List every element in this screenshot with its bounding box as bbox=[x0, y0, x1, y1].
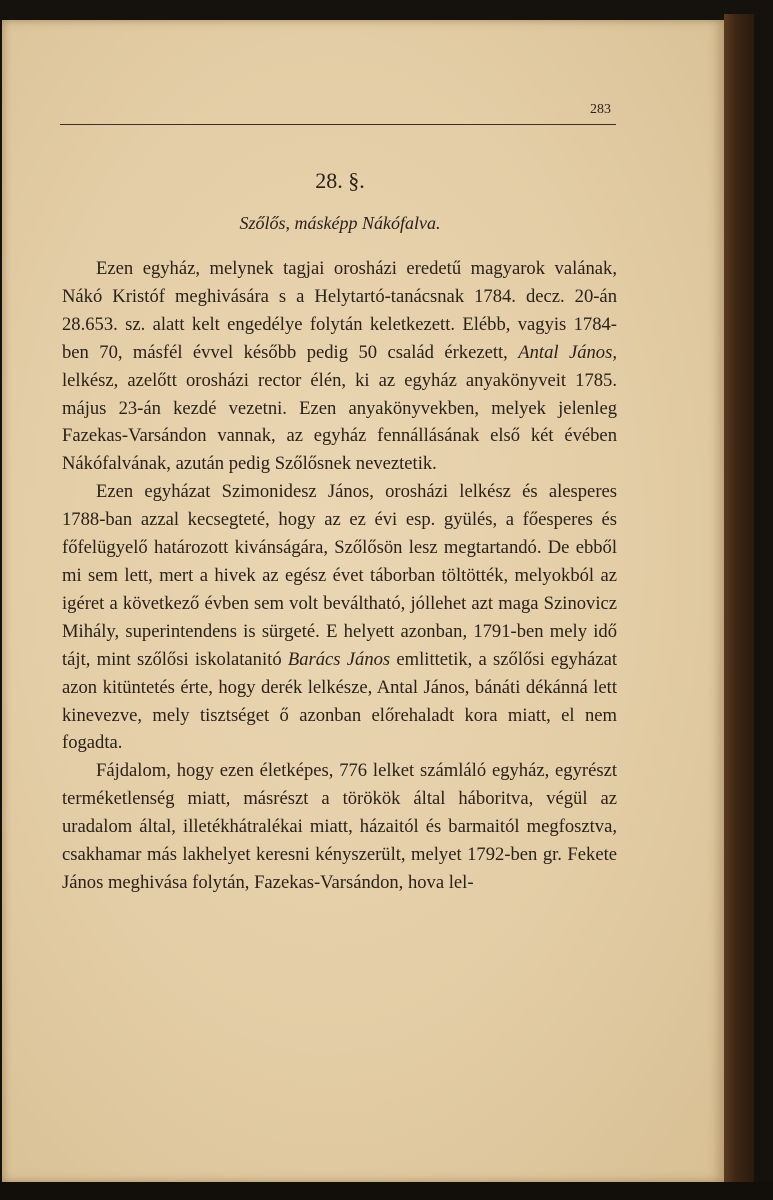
page-number: 283 bbox=[590, 102, 611, 117]
book-spine bbox=[724, 14, 754, 1186]
text-body bbox=[62, 255, 617, 897]
paragraph-1-text-b: lelkész, azelőtt orosházi rector élén, ki az egyház anyakönyveit 1785. május 23-án kezdé vezetni. Ezen anyakönyvekben, melyek jelenleg Fazekas-Varsándon vannak, az egyház fennállásának első két évében Nákófalvának, azután pedig Szőlősnek neveztetik. bbox=[62, 369, 617, 475]
paragraph-1-text-a: Ezen egyház, melynek tagjai orosházi eredetű magyarok valának, Nákó Kristóf meghivására s a Helytartó-tanácsnak 1784. decz. 20-án 28.653. sz. alatt kelt engedélye folytán keletkezett. Elébb, vagyis 1784-ben 70, másfél évvel később pedig 50 család érkezett, bbox=[62, 258, 617, 363]
section-number: 28. §. bbox=[315, 168, 365, 193]
paragraph-1-italic-name: Antal János, bbox=[518, 341, 617, 363]
paragraph-2-text-b: emlittetik, a szőlősi egyházat azon kitüntetés érte, hogy derék lelkésze, Antal János, bánáti dékánná lett kinevezve, mely tisztséget ő azonban előrehaladt kora miatt, el nem fogadta. bbox=[62, 648, 617, 754]
paragraph-3: Fájdalom, hogy ezen életképes, 776 lelket számláló egyház, egyrészt terméketlenség miatt, másrészt a törökök által háboritva, végül az uradalom által, illetékhátralékai miatt, házaitól és barmaitól megfosztva, csakhamar más lakhelyet keresni kényszerült, melyet 1792-ben gr. Fekete János meghivása folytán, Fazekas-Varsándon, hova lel- bbox=[62, 760, 617, 893]
bottom-edge bbox=[0, 1182, 773, 1200]
paragraph-2 bbox=[62, 478, 617, 757]
section-subtitle: Szőlős, másképp Nákófalva. bbox=[239, 213, 441, 233]
paragraph-2-italic-name: Barács János bbox=[287, 648, 391, 670]
paragraph-1 bbox=[62, 255, 617, 478]
header-rule bbox=[60, 124, 616, 125]
paragraph-2-text-a: Ezen egyházat Szimonidesz János, orosházi lelkész és alesperes 1788-ban azzal kecsegteté, hogy az ez évi esp. gyülés, a főesperes és főfelügyelő határozott kivánságára, Szőlősön lesz megtartandó. De ebből mi sem lett, mert a hivek az egész évet táborban töltötték, melyokból az igéret a következő évben sem volt beváltható, jóllehet azt maga Szinovicz Mihály, superintendens is sürgeté. E helyett azonban, 1791-ben mely idő tájt, mint szőlősi iskolatanitó bbox=[62, 481, 617, 670]
